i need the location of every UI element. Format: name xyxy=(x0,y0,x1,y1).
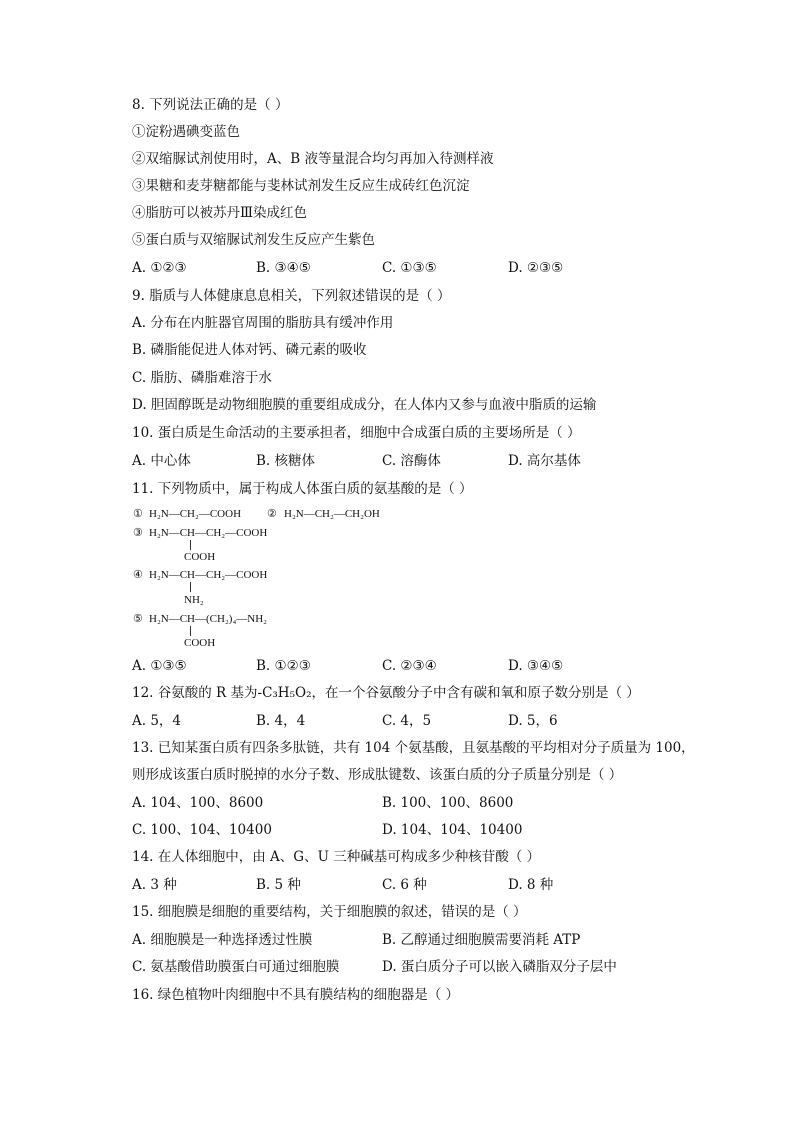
q12-stem: 12. 谷氨酸的 R 基为-C₃H₅O₂，在一个谷氨酸分子中含有碳和氧和原子数分别是（ ） xyxy=(132,685,640,701)
q9-option-d: D. 胆固醇既是动物细胞膜的重要组成成分，在人体内又参与血液中脂质的运输 xyxy=(132,397,597,413)
q13-option-c: C. 100、104、10400 xyxy=(132,822,272,838)
structure-2-label: ② xyxy=(267,508,277,520)
q11-option-b: B. ①②③ xyxy=(256,658,311,674)
q15-option-d: D. 蛋白质分子可以嵌入磷脂双分子层中 xyxy=(382,959,617,975)
q8-statement-1: ①淀粉遇碘变蓝色 xyxy=(132,124,240,140)
q8-option-b: B. ③④⑤ xyxy=(256,260,311,276)
q8-statement-4: ④脂肪可以被苏丹Ⅲ染成红色 xyxy=(132,205,308,221)
q8-option-d: D. ②③⑤ xyxy=(508,260,564,276)
q11-option-c: C. ②③④ xyxy=(382,658,437,674)
structure-3-bond xyxy=(190,540,191,550)
q14-option-a: A. 3 种 xyxy=(132,877,177,893)
q8-option-a: A. ①②③ xyxy=(132,260,187,276)
q10-option-b: B. 核糖体 xyxy=(256,453,316,469)
q8-statement-3: ③果糖和麦芽糖都能与斐林试剂发生反应生成砖红色沉淀 xyxy=(132,178,470,194)
q14-option-d: D. 8 种 xyxy=(508,877,554,893)
structure-4-formula: H₂N—CH—CH₂—COOH xyxy=(149,569,268,581)
q14-option-c: C. 6 种 xyxy=(382,877,427,893)
q13-option-b: B. 100、100、8600 xyxy=(382,795,514,811)
q9-option-c: C. 脂肪、磷脂难溶于水 xyxy=(132,370,272,386)
q10-option-d: D. 高尔基体 xyxy=(508,453,581,469)
q14-option-b: B. 5 种 xyxy=(256,877,301,893)
structure-2-formula: H₂N—CH₂—CH₂OH xyxy=(284,508,380,520)
q9-option-b: B. 磷脂能促进人体对钙、磷元素的吸收 xyxy=(132,342,367,358)
q11-option-d: D. ③④⑤ xyxy=(508,658,564,674)
q15-option-c: C. 氨基酸借助膜蛋白可通过细胞膜 xyxy=(132,959,340,975)
q13-stem-line-1: 13. 已知某蛋白质有四条多肽链，共有 104 个氨基酸，且氨基酸的平均相对分子质量为 100， xyxy=(132,740,695,756)
q8-statement-5: ⑤蛋白质与双缩脲试剂发生反应产生紫色 xyxy=(132,232,375,248)
structure-1-label: ① xyxy=(133,508,143,520)
structure-5-branch: COOH xyxy=(184,637,216,649)
q9-option-a: A. 分布在内脏器官周围的脂肪具有缓冲作用 xyxy=(132,315,394,331)
structure-4-branch: NH₂ xyxy=(184,594,204,606)
structure-4-bond xyxy=(190,582,191,592)
q10-stem: 10. 蛋白质是生命活动的主要承担者，细胞中合成蛋白质的主要场所是（ ） xyxy=(132,425,581,441)
q13-stem-line-2: 则形成该蛋白质时脱掉的水分子数、形成肽键数、该蛋白质的分子质量分别是（ ） xyxy=(132,767,623,783)
q8-stem: 8. 下列说法正确的是（ ） xyxy=(132,97,289,113)
structure-1-formula: H₂N—CH₂—COOH xyxy=(149,508,242,520)
q13-option-a: A. 104、100、8600 xyxy=(132,795,264,811)
q12-option-a: A. 5，4 xyxy=(132,713,182,729)
structure-3-formula: H₂N—CH—CH₂—COOH xyxy=(149,527,268,539)
q14-stem: 14. 在人体细胞中，由 A、G、U 三种碱基可构成多少种核苷酸（ ） xyxy=(132,849,541,865)
q12-option-b: B. 4，4 xyxy=(256,713,306,729)
structure-5-bond xyxy=(190,626,191,636)
structure-5-formula: H₂N—CH—(CH₂)₄—NH₂ xyxy=(149,613,268,625)
structure-5-label: ⑤ xyxy=(133,613,143,625)
q15-option-a: A. 细胞膜是一种选择透过性膜 xyxy=(132,932,313,948)
q11-option-a: A. ①③⑤ xyxy=(132,658,187,674)
q10-option-c: C. 溶酶体 xyxy=(382,453,441,469)
q8-option-c: C. ①③⑤ xyxy=(382,260,437,276)
q9-stem: 9. 脂质与人体健康息息相关，下列叙述错误的是（ ） xyxy=(132,288,451,304)
q15-stem: 15. 细胞膜是细胞的重要结构，关于细胞膜的叙述，错误的是（ ） xyxy=(132,904,527,920)
structure-3-branch: COOH xyxy=(184,551,216,563)
q12-option-d: D. 5，6 xyxy=(508,713,558,729)
q8-statement-2: ②双缩脲试剂使用时，A、B 液等量混合均匀再加入待测样液 xyxy=(132,151,494,167)
q11-stem: 11. 下列物质中，属于构成人体蛋白质的氨基酸的是（ ） xyxy=(132,481,473,497)
q13-option-d: D. 104、104、10400 xyxy=(382,822,523,838)
q12-option-c: C. 4，5 xyxy=(382,713,432,729)
structure-4-label: ④ xyxy=(133,569,143,581)
q16-stem: 16. 绿色植物叶肉细胞中不具有膜结构的细胞器是（ ） xyxy=(132,987,460,1003)
q15-option-b: B. 乙醇通过细胞膜需要消耗 ATP xyxy=(382,932,581,948)
structure-3-label: ③ xyxy=(133,527,143,539)
q10-option-a: A. 中心体 xyxy=(132,453,191,469)
